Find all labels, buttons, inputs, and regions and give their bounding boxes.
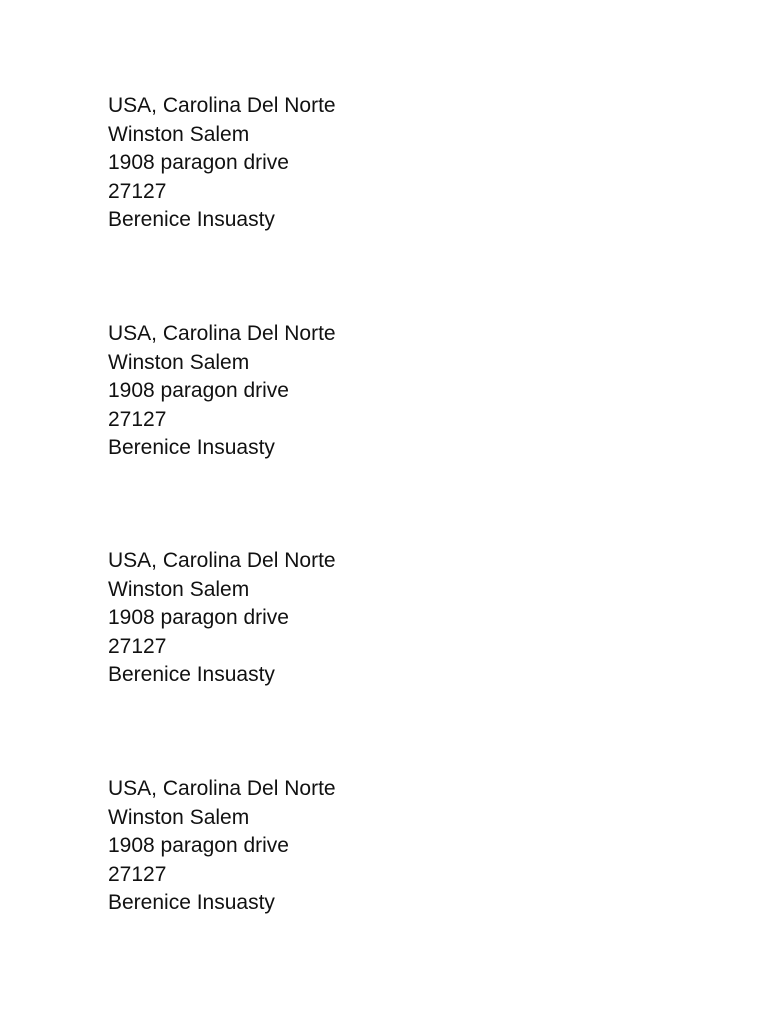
zip-line: 27127	[108, 407, 167, 431]
city-line: Winston Salem	[108, 805, 250, 829]
city-line: Winston Salem	[108, 122, 250, 146]
street-line: 1908 paragon drive	[108, 379, 289, 402]
address-block	[108, 320, 508, 463]
country-state-line: USA, Carolina Del Norte	[108, 777, 336, 800]
recipient-name-line: Berenice Insuasty	[108, 663, 275, 686]
street-line: 1908 paragon drive	[108, 151, 289, 174]
country-state-line: USA, Carolina Del Norte	[108, 322, 336, 345]
recipient-name-line: Berenice Insuasty	[108, 891, 275, 914]
country-state-line: USA, Carolina Del Norte	[108, 549, 336, 572]
country-state-line: USA, Carolina Del Norte	[108, 94, 336, 117]
address-block	[108, 775, 508, 918]
zip-line: 27127	[108, 862, 167, 886]
address-block	[108, 547, 508, 690]
city-line: Winston Salem	[108, 577, 250, 601]
street-line: 1908 paragon drive	[108, 606, 289, 629]
zip-line: 27127	[108, 634, 167, 658]
street-line: 1908 paragon drive	[108, 834, 289, 857]
recipient-name-line: Berenice Insuasty	[108, 436, 275, 459]
recipient-name-line: Berenice Insuasty	[108, 208, 275, 231]
address-block	[108, 92, 508, 235]
zip-line: 27127	[108, 179, 167, 203]
city-line: Winston Salem	[108, 350, 250, 374]
